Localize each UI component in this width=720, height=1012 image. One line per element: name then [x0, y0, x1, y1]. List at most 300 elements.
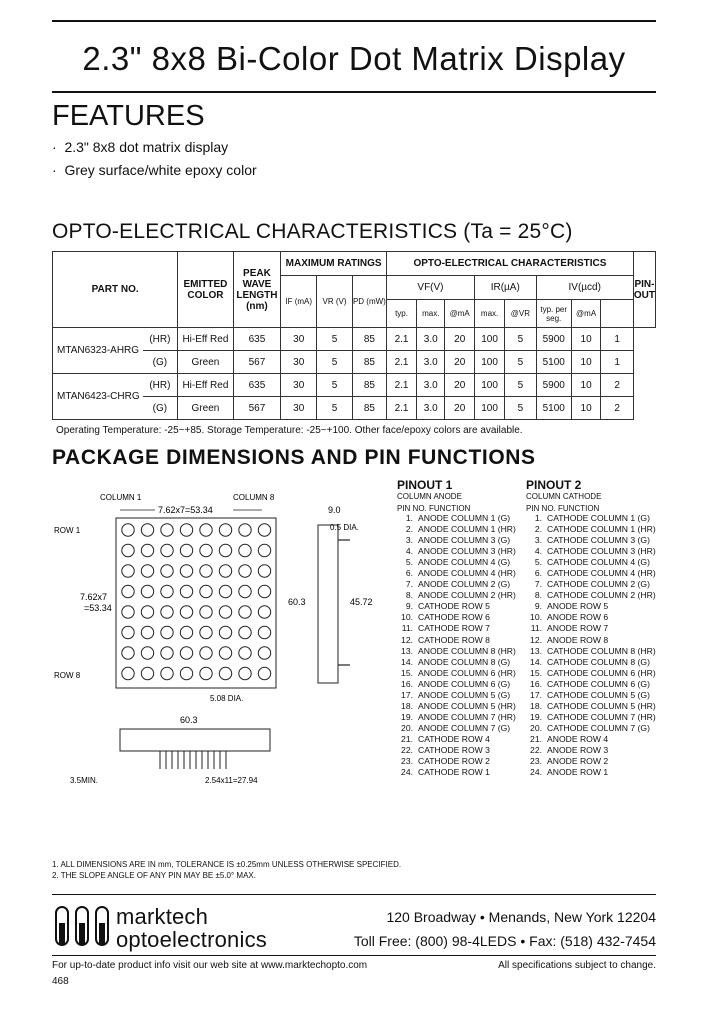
emitted-color: Hi-Eff Red — [178, 328, 233, 351]
iv-ma-value: 10 — [571, 374, 601, 397]
pin-number: 14. — [401, 656, 413, 667]
pin-row — [397, 701, 516, 712]
pinout2 — [526, 478, 656, 778]
if-value: 30 — [281, 397, 317, 420]
ir-header: IR(µA) — [474, 276, 536, 300]
pin-number: 20. — [530, 722, 542, 733]
pin-row — [397, 513, 516, 524]
led-dot — [141, 544, 153, 556]
pin-row — [397, 679, 516, 690]
led-dot — [200, 524, 212, 536]
pin-number: 21. — [401, 733, 413, 744]
pin-number: 5. — [534, 557, 542, 568]
dim-pins-label: 2.54x11=27.94 — [205, 776, 258, 785]
side-dim-b: =53.34 — [84, 603, 112, 613]
dia-05-label: 0.5 DIA. — [330, 523, 359, 532]
pin-number: 24. — [401, 767, 413, 778]
led-dot — [239, 524, 251, 536]
ir-max-value: 100 — [474, 328, 504, 351]
led-dot — [141, 565, 153, 577]
bottom-view — [120, 729, 270, 751]
pin-row — [397, 690, 516, 701]
ir-max-value: 100 — [474, 374, 504, 397]
slope-note: 2. THE SLOPE ANGLE OF ANY PIN MAY BE ±5.0° MAX. — [52, 871, 256, 880]
vf-ma-value: 20 — [445, 374, 475, 397]
pin-row — [526, 734, 656, 745]
row8-label: ROW 8 — [54, 671, 81, 680]
title-rule — [52, 91, 656, 93]
pin-function: ANODE COLUMN 7 (G) — [418, 722, 511, 733]
vf-typ-header: typ. — [386, 300, 416, 328]
pin-number: 11. — [401, 623, 413, 634]
pin-number: 14. — [530, 656, 542, 667]
dim-9-label: 9.0 — [328, 505, 341, 515]
led-dot — [200, 585, 212, 597]
pin-number: 23. — [530, 756, 542, 767]
led-dot — [122, 585, 134, 597]
led-dot — [239, 667, 251, 679]
pin-row — [397, 568, 516, 579]
pin-function: CATHODE ROW 4 — [418, 733, 490, 744]
pin-row — [397, 756, 516, 767]
pin-number: 23. — [401, 756, 413, 767]
pin-number: 17. — [530, 689, 542, 700]
vf-typ-value: 2.1 — [386, 397, 416, 420]
pin-function: CATHODE ROW 7 — [418, 623, 490, 634]
opto-chars-header: OPTO-ELECTRICAL CHARACTERISTICS — [386, 252, 633, 276]
part-no-header: PART NO. — [53, 252, 178, 328]
pinout1-title: PINOUT 1 — [397, 478, 453, 492]
pin-row — [526, 657, 656, 668]
pin-row — [526, 513, 656, 524]
table-row — [53, 351, 656, 374]
column8-label: COLUMN 8 — [233, 493, 275, 502]
ir-max-value: 100 — [474, 351, 504, 374]
ir-max-header: max. — [474, 300, 504, 328]
opto-table — [52, 251, 656, 420]
vf-typ-value: 2.1 — [386, 328, 416, 351]
led-dot — [258, 667, 270, 679]
pin-number: 8. — [534, 590, 542, 601]
led-dot — [122, 606, 134, 618]
led-dot — [161, 647, 173, 659]
vr-value: 5 — [317, 374, 353, 397]
vf-max-value: 3.0 — [417, 397, 445, 420]
led-dot — [219, 667, 231, 679]
led-dot — [180, 647, 192, 659]
pin-row — [397, 767, 516, 778]
pinout1-col-head: PIN NO. FUNCTION — [397, 504, 471, 513]
feature-item: · Grey surface/white epoxy color — [52, 162, 257, 178]
company-phone: Toll Free: (800) 98-4LEDS • Fax: (518) 432-7454 — [353, 933, 656, 949]
pin-number: 19. — [530, 711, 542, 722]
dim-4572-label: 45.72 — [350, 597, 373, 607]
pin-row — [526, 568, 656, 579]
pinout-value: 2 — [601, 397, 634, 420]
feature-text: Grey surface/white epoxy color — [64, 162, 257, 178]
pin-row — [526, 590, 656, 601]
pin-number: 20. — [401, 722, 413, 733]
package-drawing — [50, 485, 400, 795]
side-dim-a: 7.62x7 — [80, 592, 108, 602]
led-dot — [141, 647, 153, 659]
led-dot — [141, 667, 153, 679]
vf-header: VF(V) — [386, 276, 474, 300]
pin-function: ANODE ROW 3 — [547, 744, 609, 755]
pin-number: 11. — [530, 623, 542, 634]
led-dot — [239, 585, 251, 597]
pin-number: 1. — [534, 513, 542, 523]
emitted-color: Green — [178, 351, 233, 374]
pin-number: 8. — [405, 590, 413, 601]
pin-number: 6. — [534, 568, 542, 579]
pin-number: 7. — [405, 579, 413, 590]
vr-value: 5 — [317, 397, 353, 420]
vr-value: 5 — [317, 351, 353, 374]
pin-function: CATHODE COLUMN 4 (G) — [547, 557, 650, 568]
pin-number: 6. — [405, 568, 413, 579]
led-dot — [200, 626, 212, 638]
led-dot — [200, 544, 212, 556]
led-dot — [200, 647, 212, 659]
pin-number: 18. — [401, 700, 413, 711]
led-dot — [258, 544, 270, 556]
pin-number: 3. — [534, 535, 542, 546]
vf-ma-value: 20 — [445, 397, 475, 420]
pin-number: 19. — [401, 711, 413, 722]
dim-603-horizontal: 60.3 — [180, 715, 198, 725]
vf-ma-value: 20 — [445, 328, 475, 351]
pin-number: 12. — [401, 634, 413, 645]
pin-number: 1. — [405, 513, 413, 523]
pin-number: 17. — [401, 689, 413, 700]
led-dot — [200, 606, 212, 618]
pin-number: 9. — [405, 601, 413, 612]
pin-row — [526, 690, 656, 701]
led-dot — [141, 524, 153, 536]
bottom-rule — [52, 955, 656, 956]
pin-function: CATHODE COLUMN 5 (HR) — [547, 700, 656, 711]
pin-row — [397, 590, 516, 601]
pin-number: 22. — [401, 744, 413, 755]
pinout1 — [397, 478, 516, 778]
pin-row — [526, 745, 656, 756]
part-number: MTAN6423-CHRG — [53, 374, 143, 420]
dot-grid — [122, 524, 271, 680]
pin-row — [397, 579, 516, 590]
pin-function: CATHODE COLUMN 8 (HR) — [547, 645, 656, 656]
display-outline — [116, 518, 276, 688]
pin-function: CATHODE COLUMN 2 (HR) — [547, 590, 656, 601]
pin-function: ANODE COLUMN 7 (HR) — [418, 711, 516, 722]
ir-max-value: 100 — [474, 397, 504, 420]
pinout-value: 1 — [601, 351, 634, 374]
wave-value: 635 — [233, 328, 281, 351]
pin-function: CATHODE COLUMN 7 (HR) — [547, 711, 656, 722]
pin-function: ANODE COLUMN 1 (HR) — [418, 524, 516, 535]
dimension-note: 1. ALL DIMENSIONS ARE IN mm, TOLERANCE IS ±0.25mm UNLESS OTHERWISE SPECIFIED. — [52, 860, 402, 869]
iv-typ-value: 5900 — [536, 374, 571, 397]
pin-function: ANODE COLUMN 1 (G) — [418, 513, 511, 523]
pin-function: ANODE ROW 1 — [547, 767, 609, 778]
iv-typ-header: typ. per seg. — [536, 300, 571, 328]
pin-function: CATHODE COLUMN 7 (G) — [547, 722, 650, 733]
pin-function: CATHODE ROW 5 — [418, 601, 490, 612]
opto-heading: OPTO-ELECTRICAL CHARACTERISTICS (Ta = 25°C) — [52, 220, 573, 243]
wave-value: 567 — [233, 397, 281, 420]
pin-row — [526, 723, 656, 734]
led-dot — [219, 565, 231, 577]
led-dot — [200, 667, 212, 679]
pin-number: 13. — [530, 645, 542, 656]
pin-row — [526, 557, 656, 568]
pin-row — [526, 535, 656, 546]
pin-function: ANODE ROW 8 — [547, 634, 609, 645]
pin-function: CATHODE COLUMN 1 (G) — [547, 513, 650, 523]
pin-number: 3. — [405, 535, 413, 546]
pin-function: CATHODE COLUMN 5 (G) — [547, 689, 650, 700]
color-code: (G) — [143, 397, 178, 420]
led-dot — [258, 606, 270, 618]
pin-number: 12. — [530, 634, 542, 645]
pin-row — [397, 646, 516, 657]
pin-function: ANODE COLUMN 2 (HR) — [418, 590, 516, 601]
led-dot — [200, 565, 212, 577]
pin-row — [397, 546, 516, 557]
if-value: 30 — [281, 328, 317, 351]
pin-row — [397, 612, 516, 623]
pinout1-subtitle: COLUMN ANODE — [397, 492, 462, 501]
pin-row — [397, 745, 516, 756]
pd-header: PD (mW) — [352, 276, 386, 328]
wave-value: 635 — [233, 374, 281, 397]
led-dot — [180, 524, 192, 536]
vf-max-value: 3.0 — [417, 351, 445, 374]
led-dot — [219, 647, 231, 659]
column1-label: COLUMN 1 — [100, 493, 142, 502]
pin-row — [526, 612, 656, 623]
side-view — [318, 525, 338, 683]
pin-function: CATHODE ROW 8 — [418, 634, 490, 645]
vf-typ-value: 2.1 — [386, 374, 416, 397]
pin-row — [526, 668, 656, 679]
pin-number: 18. — [530, 700, 542, 711]
pin-number: 2. — [405, 524, 413, 535]
top-dimension: 7.62x7=53.34 — [158, 505, 213, 515]
pin-function: ANODE COLUMN 8 (G) — [418, 656, 511, 667]
pin-number: 15. — [530, 667, 542, 678]
pin-function: CATHODE ROW 2 — [418, 756, 490, 767]
led-dot — [161, 565, 173, 577]
pin-number: 16. — [530, 678, 542, 689]
emitted-color: Green — [178, 397, 233, 420]
led-dot — [141, 626, 153, 638]
pin-row — [526, 524, 656, 535]
led-dot — [161, 585, 173, 597]
vf-typ-value: 2.1 — [386, 351, 416, 374]
pin-number: 5. — [405, 557, 413, 568]
led-dot — [239, 544, 251, 556]
pin-function: CATHODE COLUMN 6 (HR) — [547, 667, 656, 678]
dia-508-label: 5.08 DIA. — [210, 694, 244, 703]
pin-number: 24. — [530, 767, 542, 778]
pinout2-title: PINOUT 2 — [526, 478, 582, 492]
pin-row — [397, 623, 516, 634]
led-dot — [258, 565, 270, 577]
pin-function: CATHODE COLUMN 8 (G) — [547, 656, 650, 667]
pin-row — [526, 601, 656, 612]
pin-function: ANODE ROW 5 — [547, 601, 609, 612]
pinout2-list — [526, 513, 656, 778]
led-dot — [180, 585, 192, 597]
wave-value: 567 — [233, 351, 281, 374]
pin-stubs — [160, 751, 226, 769]
pin-function: ANODE COLUMN 6 (HR) — [418, 667, 516, 678]
pin-row — [526, 701, 656, 712]
pin-function: ANODE COLUMN 4 (G) — [418, 557, 511, 568]
vf-ma-value: 20 — [445, 351, 475, 374]
top-rule — [52, 20, 656, 22]
vf-ma-header: @mA — [445, 300, 475, 328]
pin-out-header: PIN-OUT — [633, 252, 655, 328]
led-dot — [122, 626, 134, 638]
led-dot — [141, 585, 153, 597]
feature-item: · 2.3" 8x8 dot matrix display — [52, 139, 229, 155]
pin-function: CATHODE ROW 3 — [418, 744, 490, 755]
pin-function: CATHODE COLUMN 3 (G) — [547, 535, 650, 546]
if-value: 30 — [281, 351, 317, 374]
pin-number: 10. — [401, 612, 413, 623]
vr-header: VR (V) — [317, 276, 353, 328]
led-dot — [122, 565, 134, 577]
pin-number: 13. — [401, 645, 413, 656]
pd-value: 85 — [352, 351, 386, 374]
led-dot — [180, 667, 192, 679]
company-address: 120 Broadway • Menands, New York 12204 — [386, 909, 656, 925]
led-dot — [180, 565, 192, 577]
pin-number: 16. — [401, 678, 413, 689]
pin-number: 9. — [534, 601, 542, 612]
pin-function: CATHODE COLUMN 1 (HR) — [547, 524, 656, 535]
features-heading: FEATURES — [52, 100, 205, 132]
pinout-value: 1 — [601, 328, 634, 351]
pin-function: ANODE ROW 4 — [547, 733, 609, 744]
pinout-value: 2 — [601, 374, 634, 397]
led-dot — [161, 606, 173, 618]
iv-ma-value: 10 — [571, 328, 601, 351]
table-row — [53, 328, 656, 351]
led-dot — [219, 544, 231, 556]
pd-value: 85 — [352, 397, 386, 420]
color-code: (G) — [143, 351, 178, 374]
table-row — [53, 374, 656, 397]
led-dot — [239, 606, 251, 618]
led-dot — [258, 626, 270, 638]
emitted-color-header: EMITTED COLOR — [178, 252, 233, 328]
pin-row — [526, 579, 656, 590]
page-title: 2.3" 8x8 Bi-Color Dot Matrix Display — [82, 40, 626, 77]
page-number: 468 — [52, 976, 69, 987]
pd-value: 85 — [352, 328, 386, 351]
pin-function: ANODE ROW 2 — [547, 756, 609, 767]
pin-row — [397, 524, 516, 535]
pin-function: CATHODE COLUMN 3 (HR) — [547, 546, 656, 557]
pin-row — [397, 601, 516, 612]
pin-row — [397, 557, 516, 568]
led-dot — [122, 667, 134, 679]
led-dot — [219, 585, 231, 597]
pd-value: 85 — [352, 374, 386, 397]
dim-603-vertical: 60.3 — [288, 597, 306, 607]
color-code: (HR) — [143, 328, 178, 351]
vf-max-header: max. — [417, 300, 445, 328]
ir-vr-value: 5 — [505, 328, 536, 351]
if-value: 30 — [281, 374, 317, 397]
company-name-2: optoelectronics — [116, 927, 267, 952]
vf-max-value: 3.0 — [417, 328, 445, 351]
pin-number: 22. — [530, 744, 542, 755]
led-dot — [219, 606, 231, 618]
led-dot — [180, 606, 192, 618]
iv-ma-value: 10 — [571, 351, 601, 374]
pin-function: ANODE COLUMN 3 (HR) — [418, 546, 516, 557]
max-ratings-header: MAXIMUM RATINGS — [281, 252, 387, 276]
marktech-logo-icon — [54, 903, 114, 949]
package-heading: PACKAGE DIMENSIONS AND PIN FUNCTIONS — [52, 446, 536, 469]
pin-row — [397, 723, 516, 734]
pin-function: ANODE COLUMN 4 (HR) — [418, 568, 516, 579]
led-dot — [258, 524, 270, 536]
pin-number: 4. — [405, 546, 413, 557]
pin-function: CATHODE COLUMN 2 (G) — [547, 579, 650, 590]
led-dot — [239, 626, 251, 638]
pin-function: ANODE COLUMN 3 (G) — [418, 535, 511, 546]
ir-vr-value: 5 — [505, 397, 536, 420]
led-dot — [161, 667, 173, 679]
pin-row — [397, 668, 516, 679]
peak-wave-header: PEAK WAVE LENGTH (nm) — [233, 252, 281, 328]
iv-ma-header: @mA — [571, 300, 601, 328]
led-dot — [258, 647, 270, 659]
pin-row — [526, 646, 656, 657]
led-dot — [122, 647, 134, 659]
led-dot — [258, 585, 270, 597]
iv-header: IV(µcd) — [536, 276, 633, 300]
led-dot — [180, 626, 192, 638]
led-dot — [239, 565, 251, 577]
feature-text: 2.3" 8x8 dot matrix display — [64, 139, 229, 155]
pin-row — [397, 535, 516, 546]
led-dot — [161, 544, 173, 556]
if-header: IF (mA) — [281, 276, 317, 328]
pin-row — [397, 712, 516, 723]
pin-number: 7. — [534, 579, 542, 590]
led-dot — [219, 524, 231, 536]
pin-function: CATHODE ROW 1 — [418, 767, 490, 778]
emitted-color: Hi-Eff Red — [178, 374, 233, 397]
led-dot — [122, 544, 134, 556]
table-row — [53, 397, 656, 420]
pin-number: 10. — [530, 612, 542, 623]
pin-function: CATHODE ROW 6 — [418, 612, 490, 623]
pin-function: ANODE ROW 7 — [547, 623, 609, 634]
iv-typ-value: 5900 — [536, 328, 571, 351]
iv-typ-value: 5100 — [536, 397, 571, 420]
pin-row — [526, 623, 656, 634]
led-dot — [122, 524, 134, 536]
disclaimer: All specifications subject to change. — [498, 960, 656, 971]
led-dot — [161, 626, 173, 638]
